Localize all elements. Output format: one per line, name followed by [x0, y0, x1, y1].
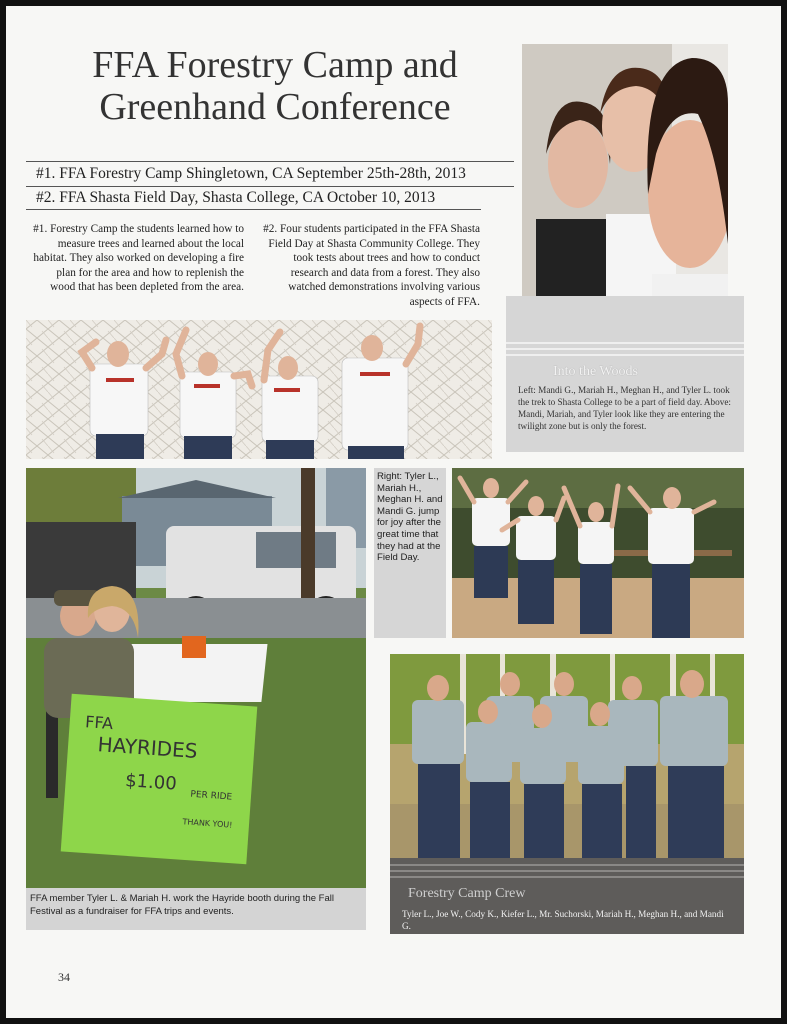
jump-photo-art — [452, 468, 744, 638]
sign-line-4: PER RIDE — [190, 789, 233, 803]
selfie-photo — [522, 44, 728, 327]
headline-2: #2. FFA Shasta Field Day, Shasta College, CA October 10, 2013 — [36, 189, 436, 206]
mosaic-wall-photo — [26, 320, 492, 459]
crew-photo — [390, 654, 744, 858]
hayride-sign — [78, 712, 255, 831]
title-line-1: FFA Forestry Camp and — [92, 44, 458, 86]
sign-line-1: FFA — [84, 712, 114, 734]
hayride-caption-box — [26, 888, 366, 930]
page-title — [40, 44, 510, 128]
crew-stripe-1 — [390, 864, 744, 866]
mosaic-wall-art — [26, 320, 492, 459]
crew-photo-art — [390, 654, 744, 858]
body-column-2: #2. Four students participated in the FFA Shasta Field Day at Shasta Community College. They took tests about trees and how to conduct research and data from a forest. They also watched demonstrations involving various aspects of FFA. — [263, 223, 480, 308]
selfie-photo-art — [522, 44, 728, 327]
headline-rule-middle — [26, 186, 514, 187]
jump-photo — [452, 468, 744, 638]
into-woods-caption-box — [506, 296, 744, 452]
hayride-photo — [26, 468, 366, 888]
into-woods-title: Into the Woods — [553, 364, 638, 379]
sign-line-3: $1.00 — [124, 770, 178, 795]
crew-stripe-2 — [390, 870, 744, 872]
headline-1: #1. FFA Forestry Camp Shingletown, CA September 25th-28th, 2013 — [36, 165, 466, 182]
yearbook-page — [6, 6, 781, 1018]
title-line-2: Greenhand Conference — [99, 86, 451, 128]
caption-stripe-1 — [506, 342, 744, 344]
hayride-caption: FFA member Tyler L. & Mariah H. work the Hayride booth during the Fall Festival as a fundraiser for FFA trips and events. — [30, 893, 334, 917]
caption-stripe-2 — [506, 348, 744, 350]
headline-rule-bottom — [26, 209, 481, 210]
crew-title: Forestry Camp Crew — [408, 886, 526, 901]
sign-line-2: HAYRIDES — [96, 732, 199, 764]
sign-line-5: THANK YOU! — [182, 817, 233, 830]
crew-stripe-3 — [390, 876, 744, 878]
jump-caption: Right: Tyler L., Mariah H., Meghan H. and Mandi G. jump for joy after the great time that they had at the Field Day. — [377, 471, 443, 564]
jump-caption-box — [374, 468, 446, 638]
body-column-1: #1. Forestry Camp the students learned how to measure trees and learned about the local habitat. They also worked on developing a fire plan for the area and how to replenish the wood that has been depleted from the area. — [33, 223, 244, 294]
caption-stripe-3 — [506, 354, 744, 356]
page-number: 34 — [58, 970, 70, 984]
crew-caption-box — [390, 858, 744, 934]
headline-rule-top — [26, 161, 514, 162]
into-woods-text: Left: Mandi G., Mariah H., Meghan H., and Tyler L. took the trek to Shasta College to be a part of field day. Above: Mandi, Mariah, and Tyler look like they are entering the twilight zone but is only the forest. — [518, 385, 731, 431]
crew-names: Tyler L., Joe W., Cody K., Kiefer L., Mr. Suchorski, Mariah H., Meghan H., and Mandi G. — [402, 909, 724, 931]
